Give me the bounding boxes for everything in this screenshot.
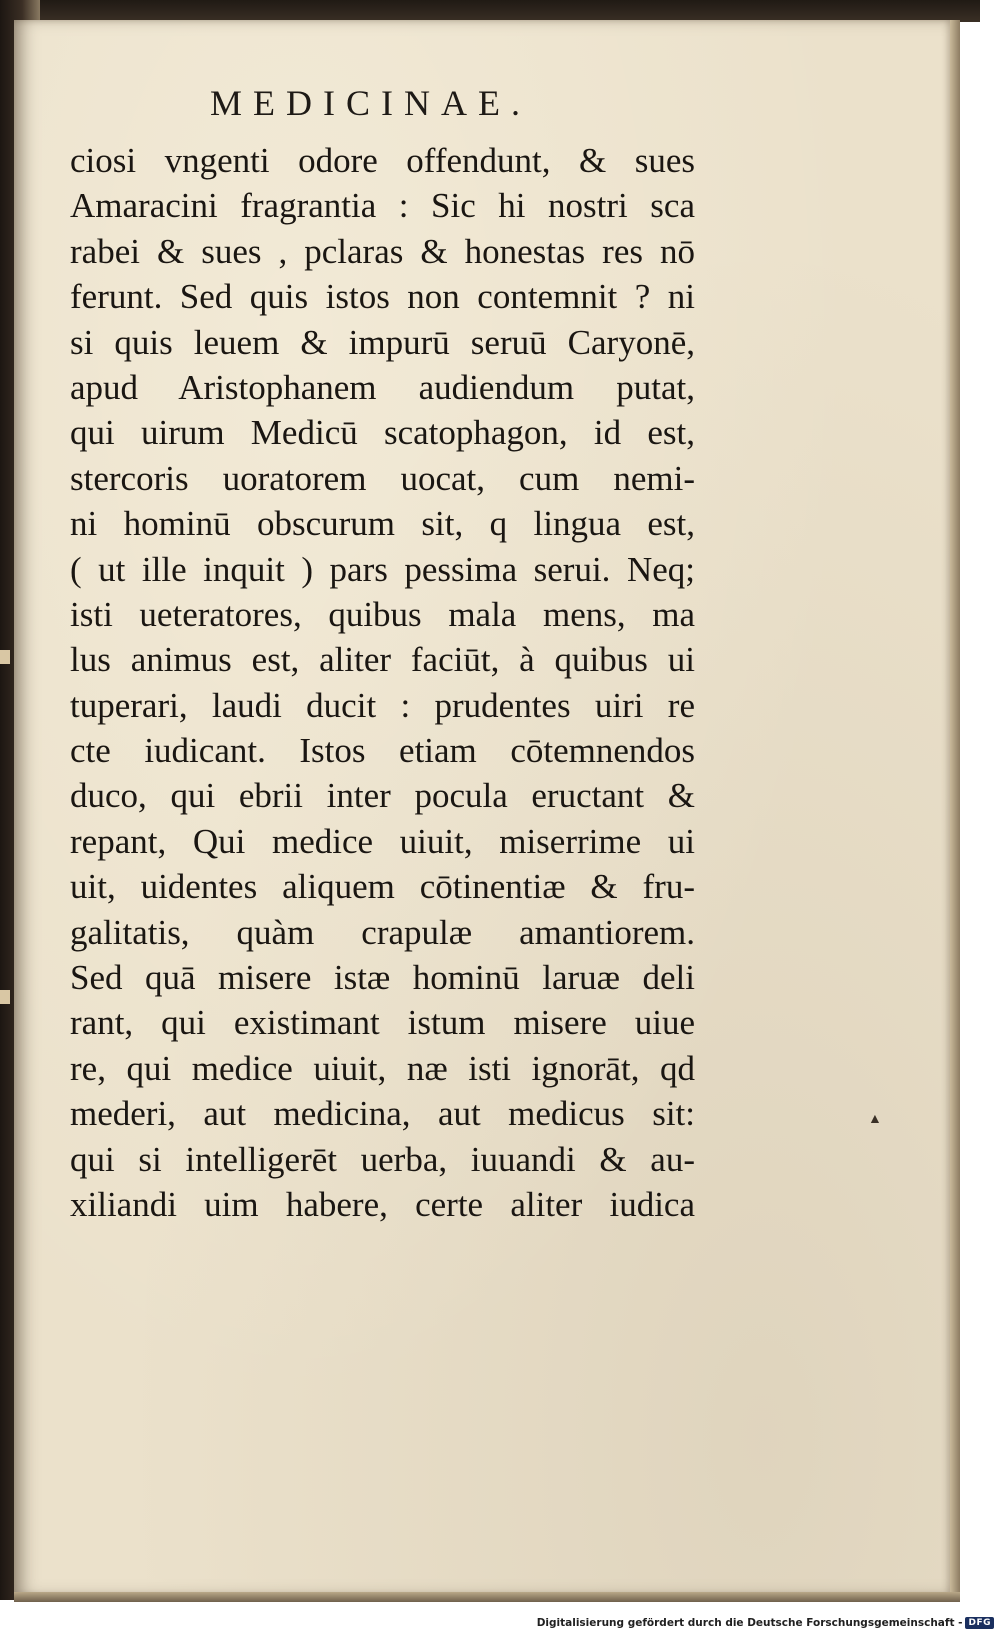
running-title: MEDICINAE. xyxy=(210,83,531,123)
text-line: re, qui medice uiuit, næ isti ignorāt, qd xyxy=(70,1048,695,1088)
text-line: repant, Qui medice uiuit, miserrime ui xyxy=(70,821,695,861)
scan-top-background xyxy=(0,0,980,22)
margin-triangle-icon: ▲ xyxy=(868,1112,882,1127)
text-line: ciosi vngenti odore offendunt, & sues xyxy=(70,141,695,180)
credit-text: Digitalisierung gefördert durch die Deutsche Forschungsgemeinschaft - xyxy=(536,1617,963,1629)
text-line: Sed quā misere istæ hominū laruæ deli xyxy=(70,958,695,998)
text-line: apud Aristophanem audiendum putat, xyxy=(70,367,695,407)
page-tab-marker xyxy=(0,650,10,664)
text-line: cte iudicant. Istos etiam cōtemnendos xyxy=(70,731,695,771)
text-line: galitatis, quàm crapulæ amantiorem. xyxy=(70,912,695,952)
text-line: qui uirum Medicū scatophagon, id est, xyxy=(70,413,695,453)
text-line: ni hominū obscurum sit, q lingua est, xyxy=(70,504,695,544)
text-line: uit, uidentes aliquem cōtinentiæ & fru- xyxy=(70,867,695,907)
text-line: rabei & sues , pclaras & honestas res nō xyxy=(70,231,695,271)
text-line: si quis leuem & impurū seruū Caryonē, xyxy=(70,322,695,362)
page-bottom-edge xyxy=(14,1592,960,1602)
page-body-text xyxy=(70,138,720,1227)
text-line: mederi, aut medicina, aut medicus sit: xyxy=(70,1094,695,1134)
text-line: rant, qui existimant istum misere uiue xyxy=(70,1003,695,1043)
text-line: ferunt. Sed quis istos non contemnit ? ni xyxy=(70,277,695,317)
text-line: duco, qui ebrii inter pocula eructant & xyxy=(70,776,695,816)
text-line: stercoris uoratorem uocat, cum nemi- xyxy=(70,458,695,498)
page-right-edge xyxy=(950,20,960,1600)
dfg-logo-icon: DFG xyxy=(965,1617,994,1629)
digitization-credit xyxy=(537,1614,994,1632)
text-line: Amaracini fragrantia : Sic hi nostri sca xyxy=(70,186,695,226)
text-line: ( ut ille inquit ) pars pessima serui. Neq; xyxy=(70,549,695,589)
text-line: qui si intelligerēt uerba, iuuandi & au- xyxy=(70,1139,695,1179)
text-line: lus animus est, aliter faciūt, à quibus ui xyxy=(70,640,695,680)
text-line: isti ueteratores, quibus mala mens, ma xyxy=(70,594,695,634)
page-tab-marker xyxy=(0,990,10,1004)
text-line: tuperari, laudi ducit : prudentes uiri re xyxy=(70,685,695,725)
text-line: xiliandi uim habere, certe aliter iudica xyxy=(70,1184,695,1224)
